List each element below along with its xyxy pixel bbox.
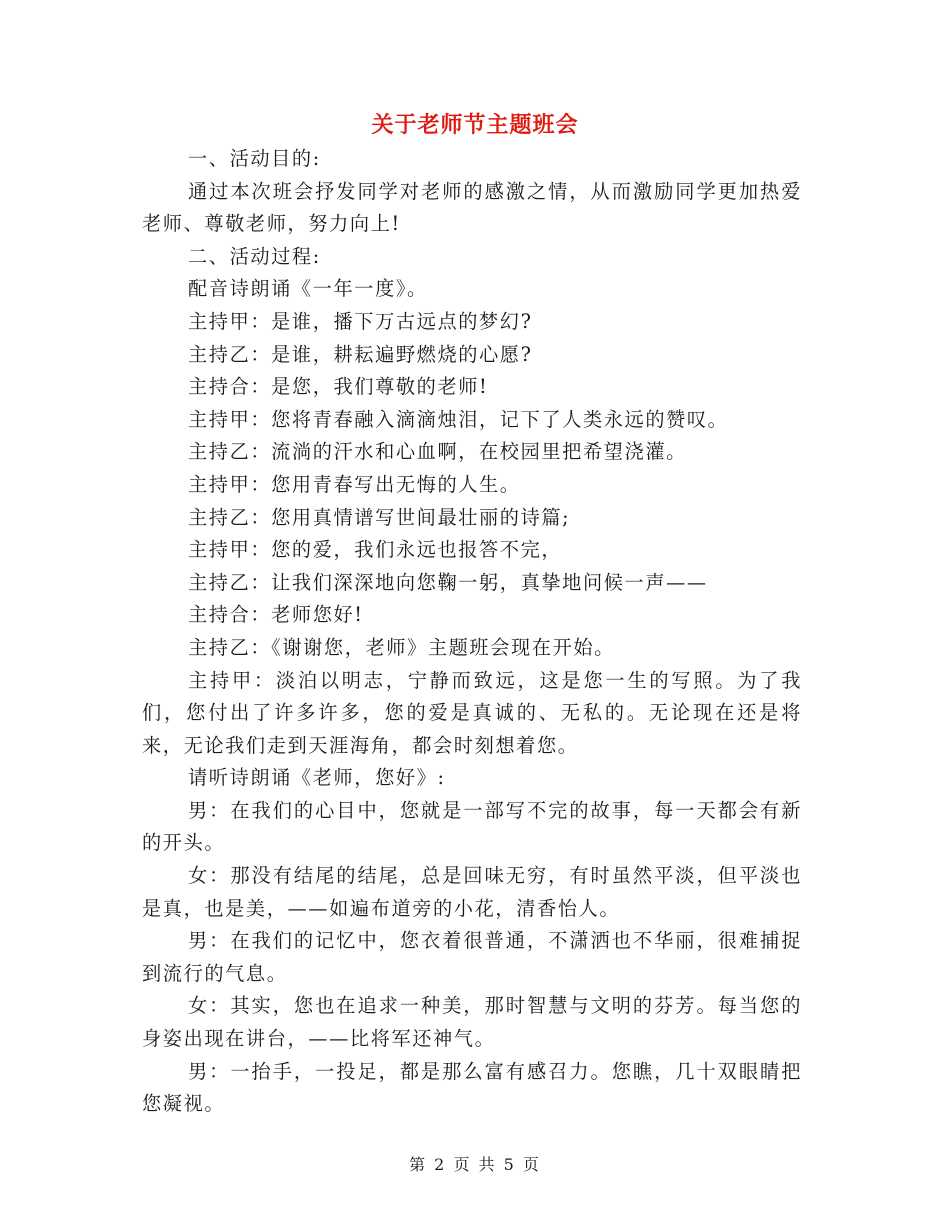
paragraph: 主持甲：是谁，播下万古远点的梦幻? <box>188 309 533 333</box>
paragraph: 一、活动目的: <box>188 147 321 170</box>
paragraph: 主持甲：您的爱，我们永远也报答不完， <box>188 538 563 562</box>
paragraph: 主持乙：让我们深深地向您鞠一躬，真挚地问候一声—— <box>188 570 708 594</box>
paragraph: 主持乙：《谢谢您，老师》主题班会现在开始。 <box>188 635 615 659</box>
document-body <box>142 143 802 1121</box>
paragraph: 女：那没有结尾的结尾，总是回味无穷，有时虽然平淡，但平淡也是真，也是美，——如遍布道旁的小花，清香怡人。 <box>142 864 802 920</box>
paragraph: 男：在我们的记忆中，您衣着很普通，不潇洒也不华丽，很难捕捉到流行的气息。 <box>142 929 802 985</box>
paragraph: 主持甲：您将青春融入滴滴烛泪，记下了人类永远的赞叹。 <box>188 407 729 431</box>
document-title: 关于老师节主题班会 <box>371 112 579 138</box>
paragraph: 主持甲：您用青春写出无悔的人生。 <box>188 472 521 496</box>
paragraph: 主持合：老师您好! <box>188 603 364 627</box>
paragraph: 女：其实，您也在追求一种美，那时智慧与文明的芬芳。每当您的身姿出现在讲台，——比将军还神气。 <box>142 994 802 1051</box>
paragraph: 主持甲：淡泊以明志，宁静而致远，这是您一生的写照。为了我们，您付出了许多许多，您的爱是真诚的、无私的。无论现在还是将来，无论我们走到天涯海角，都会时刻想着您。 <box>142 668 802 757</box>
paragraph: 主持乙：您用真情谱写世间最壮丽的诗篇; <box>188 505 571 529</box>
paragraph: 男：在我们的心目中，您就是一部写不完的故事，每一天都会有新的开头。 <box>142 798 802 855</box>
paragraph: 配音诗朗诵《一年一度》。 <box>188 277 428 301</box>
paragraph: 主持合：是您，我们尊敬的老师! <box>188 375 489 399</box>
paragraph: 主持乙：是谁，耕耘遍野燃烧的心愿? <box>188 342 533 366</box>
paragraph: 二、活动过程: <box>188 244 321 268</box>
paragraph: 通过本次班会抒发同学对老师的感激之情，从而激励同学更加热爱老师、尊敬老师，努力向上! <box>142 179 802 236</box>
paragraph: 主持乙：流淌的汗水和心血啊，在校园里把希望浇灌。 <box>188 440 687 464</box>
paragraph: 请听诗朗诵《老师，您好》: <box>188 766 446 790</box>
paragraph: 男：一抬手，一投足，都是那么富有感召力。您瞧，几十双眼睛把您凝视。 <box>142 1059 802 1116</box>
page-footer: 第 2 页 共 5 页 <box>409 1155 541 1174</box>
